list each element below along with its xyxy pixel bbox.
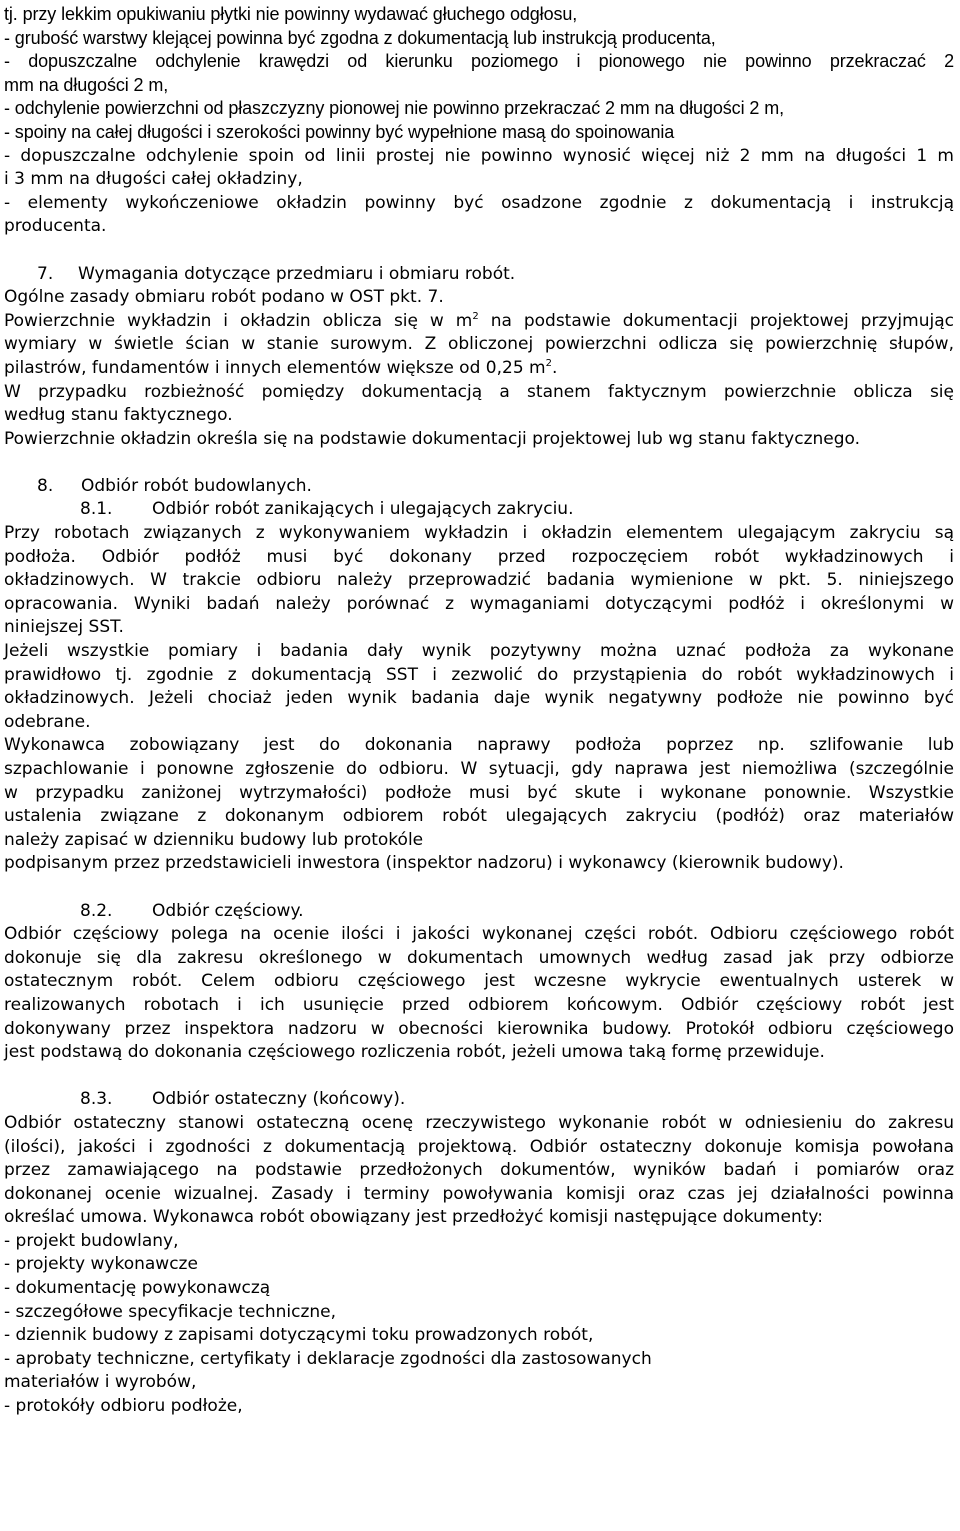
paragraph-line: wymiary w świetle ścian w stanie surowym. Z obliczonej powierzchni odlicza się powierzchnię słupów,	[4, 334, 954, 355]
paragraph-line: ostatecznym robót. Celem odbioru częściowego jest wczesne wykrycie ewentualnych usterek w	[4, 971, 954, 992]
paragraph-line: szpachlowanie i ponowne zgłoszenie do odbioru. W sytuacji, gdy naprawa jest niemożliwa (szczególnie	[4, 759, 954, 779]
paragraph-line: pilastrów, fundamentów i innych elementów większe od 0,25 $m^2$.	[4, 357, 558, 378]
paragraph-line: Odbiór częściowy polega na ocenie ilości i jakości wykonanej części robót. Odbioru częściowego robót	[4, 924, 954, 945]
list-item: i 3 mm na długości całej okładziny,	[4, 169, 303, 190]
paragraph-line: Przy robotach związanych z wykonywaniem wykładzin i okładzin elementem ulegającym zakryciu są	[4, 523, 954, 544]
paragraph-line: według stanu faktycznego.	[4, 405, 233, 426]
paragraph-line: niniejszej SST.	[4, 617, 124, 638]
section-title: Odbiór ostateczny (końcowy).	[152, 1089, 406, 1110]
section-body-7	[4, 286, 954, 451]
paragraph-line: (ilości), jakości i zgodności z dokumentacją projektową. Odbiór ostateczny dokonuje komisja powołana	[4, 1136, 954, 1157]
list-item: - elementy wykończeniowe okładzin powinny być osadzone zgodnie z dokumentacją i instrukcją	[4, 192, 954, 213]
list-item: - projekty wykonawcze	[4, 1254, 198, 1275]
list-item: - dziennik budowy z zapisami dotyczącymi toku prowadzonych robót,	[4, 1325, 594, 1346]
list-item: - dopuszczalne odchylenie krawędzi od kierunku poziomego i pionowego nie powinno przekraczać 2	[4, 51, 954, 72]
paragraph-line: odebrane.	[4, 711, 91, 732]
section-number: 7.	[37, 263, 54, 284]
list-item: - projekt budowlany,	[4, 1230, 179, 1251]
paragraph-line: prawidłowo tj. zgodnie z dokumentacją SST i zezwolić do przystąpienia do robót wykładzinowych i	[4, 664, 954, 685]
list-item: tj. przy lekkim opukiwaniu płytki nie powinny wydawać głuchego odgłosu,	[4, 4, 578, 24]
paragraph-line: dokonuje się dla zakresu określonego w dokumentach umownych według zasad jak przy odbiorze	[4, 947, 954, 968]
paragraph-line: Wykonawca zobowiązany jest do dokonania naprawy podłoża poprzez np. szlifowanie lub	[4, 735, 954, 756]
list-item: materiałów i wyrobów,	[4, 1372, 197, 1393]
paragraph-line: dokonywany przez inspektora nadzoru w obecności kierownika budowy. Protokół odbioru częściowego	[4, 1018, 954, 1039]
paragraph-line: należy zapisać w dzienniku budowy lub protokóle	[4, 829, 424, 850]
list-item: - szczegółowe specyfikacje techniczne,	[4, 1301, 337, 1322]
section-number: 8.1.	[80, 499, 113, 520]
section-heading-8-1	[4, 498, 954, 522]
paragraph-line: ustalenia związane z dokonanym odbiorem robót ulegających zakryciu (podłóż) oraz materiałów	[4, 806, 954, 827]
paragraph-line: jest podstawą do dokonania częściowego rozliczenia robót, jeżeli umowa taką formę przewiduje.	[4, 1042, 825, 1063]
list-item: - protokóły odbioru podłoże,	[4, 1396, 243, 1417]
list-item: - dopuszczalne odchylenie spoin od linii prostej nie powinno wynosić więcej niż 2 mm na długości 1 m	[4, 145, 954, 166]
paragraph-line: Jeżeli wszystkie pomiary i badania dały wynik pozytywny można uznać podłoża za wykonane	[4, 641, 954, 662]
section-body-8-1	[4, 522, 954, 876]
paragraph-line: Powierzchnie okładzin określa się na podstawie dokumentacji projektowej lub wg stanu faktycznego.	[4, 428, 861, 449]
section-title: Odbiór robót zanikających i ulegających zakryciu.	[152, 499, 574, 520]
paragraph-line: podłoża. Odbiór podłóż musi być dokonany przed rozpoczęciem robót wykładzinowych i	[4, 546, 954, 567]
requirements-list	[4, 3, 954, 239]
list-item: - odchylenie powierzchni od płaszczyzny pionowej nie powinno przekraczać 2 mm na długości 2 m,	[4, 98, 784, 119]
list-item: mm na długości 2 m,	[4, 74, 169, 95]
section-heading-8	[4, 475, 954, 499]
list-item: - dokumentację powykonawczą	[4, 1278, 271, 1299]
paragraph-line: w przypadku zaniżonej wytrzymałości) podłoże musi być skute i wykonane ponownie. Wszystkie	[4, 782, 954, 803]
section-body-8-3	[4, 1112, 954, 1419]
section-heading-7	[4, 263, 954, 287]
section-number: 8.3.	[80, 1089, 113, 1110]
paragraph-line: przez zamawiającego na podstawie przedłożonych dokumentów, wyników badań i pomiarów oraz	[4, 1160, 954, 1181]
paragraph-line: okładzinowych. W trakcie odbioru należy przeprowadzić badania wymienione w pkt. 5. niniejszego	[4, 570, 954, 591]
section-body-8-2	[4, 923, 954, 1065]
paragraph-line: określać umowa. Wykonawca robót obowiązany jest przedłożyć komisji następujące dokumenty:	[4, 1207, 823, 1228]
section-heading-8-2	[4, 900, 954, 924]
paragraph-line: okładzinowych. Jeżeli chociaż jeden wynik badania daje wynik negatywny podłoże nie powinno być	[4, 688, 954, 709]
section-title: Wymagania dotyczące przedmiaru i obmiaru robót.	[78, 263, 516, 284]
section-title: Odbiór częściowy.	[152, 900, 304, 921]
section-number: 8.2.	[80, 900, 113, 921]
list-item: - grubość warstwy klejącej powinna być zgodna z dokumentacją lub instrukcją producenta,	[4, 27, 716, 48]
section-number: 8.	[37, 475, 54, 496]
paragraph-line: dokonanej ocenie wizualnej. Zasady i terminy powoływania komisji oraz czas jej działalności powinna	[4, 1183, 954, 1204]
paragraph-line: podpisanym przez przedstawicieli inwestora (inspektor nadzoru) i wykonawcy (kierownik budowy).	[4, 853, 844, 874]
paragraph-line: opracowania. Wyniki badań należy porównać z wymaganiami dotyczącymi podłóż i określonymi w	[4, 593, 954, 614]
paragraph-line: realizowanych robotach i ich usunięcie przed odbiorem końcowym. Odbiór częściowy robót jest	[4, 994, 954, 1015]
paragraph-line: W przypadku rozbieżność pomiędzy dokumentacją a stanem faktycznym powierzchnie oblicza się	[4, 381, 954, 402]
paragraph-line: Powierzchnie wykładzin i okładzin oblicza się w $m^2$ na podstawie dokumentacji projektowej przyjmując	[4, 310, 954, 331]
paragraph-line: Ogólne zasady obmiaru robót podano w OST pkt. 7.	[4, 287, 444, 308]
paragraph-line: Odbiór ostateczny stanowi ostateczną ocenę rzeczywistego wykonanie robót w odniesieniu do zakresu	[4, 1112, 954, 1133]
list-item: producenta.	[4, 216, 107, 237]
list-item: - spoiny na całej długości i szerokości powinny być wypełnione masą do spoinowania	[4, 121, 675, 142]
list-item: - aprobaty techniczne, certyfikaty i deklaracje zgodności dla zastosowanych	[4, 1348, 652, 1369]
section-heading-8-3	[4, 1088, 954, 1112]
section-title: Odbiór robót budowlanych.	[81, 475, 312, 496]
